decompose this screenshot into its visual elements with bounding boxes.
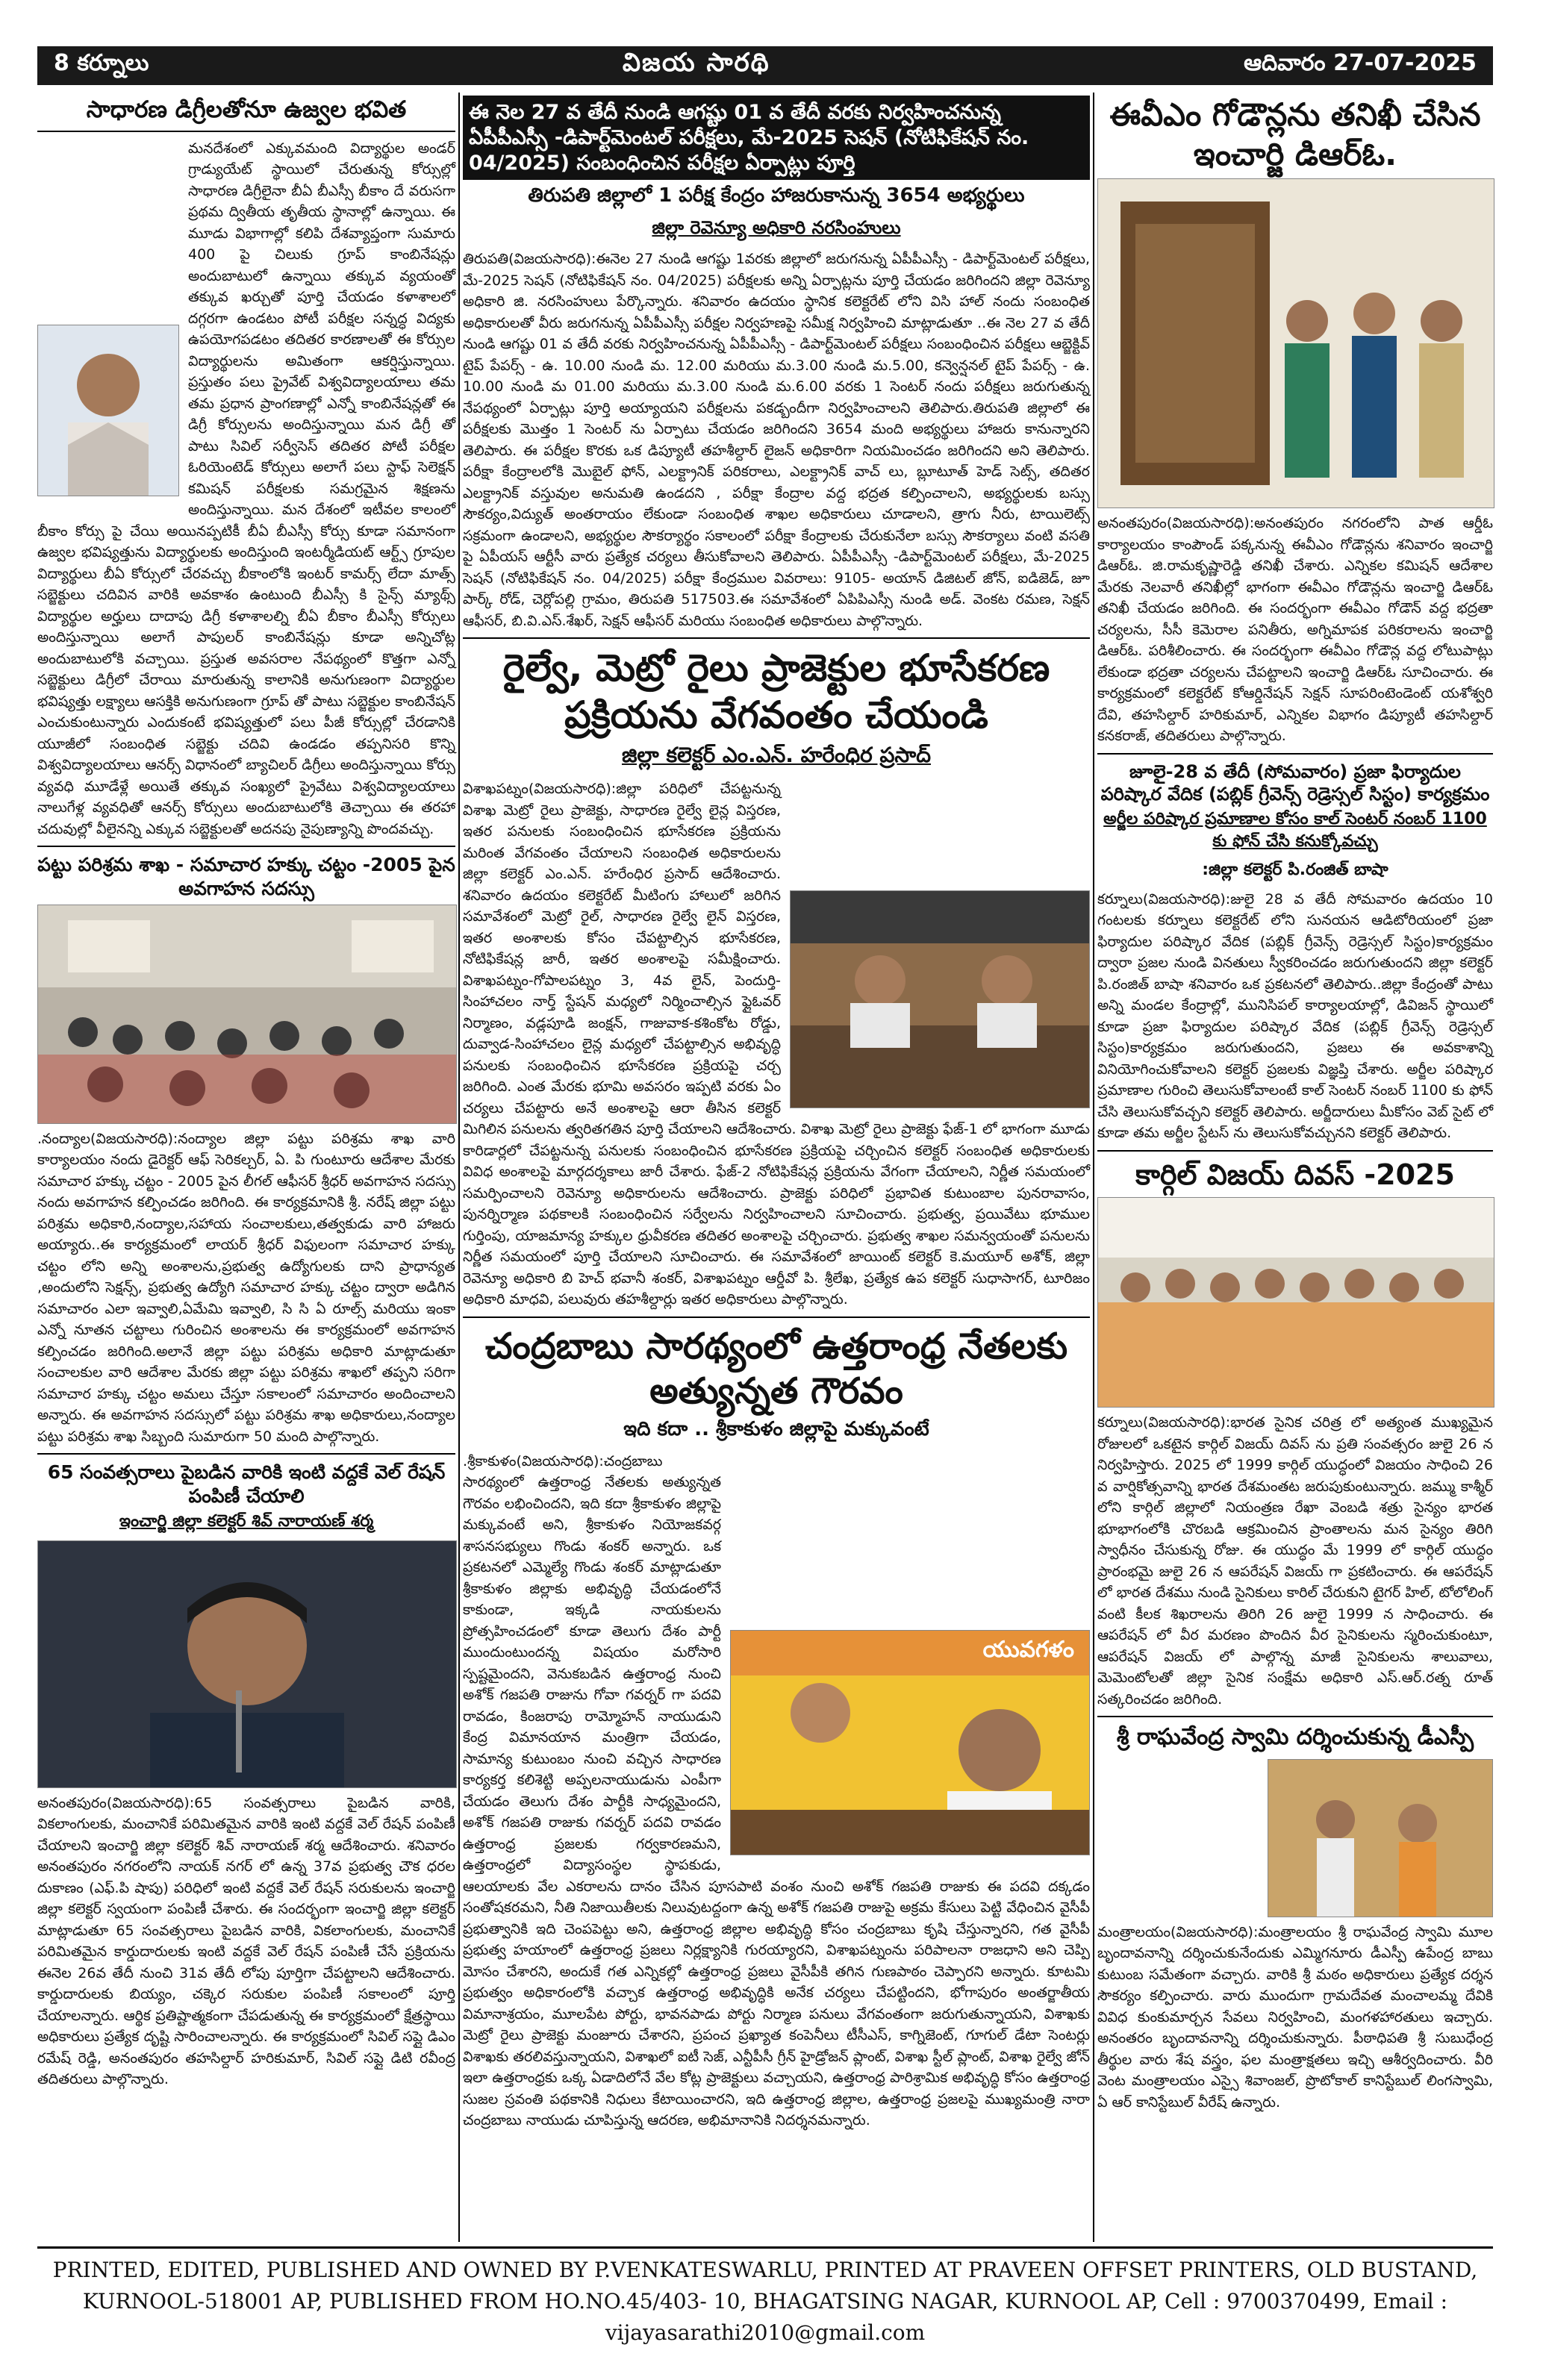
article-silk-rti	[37, 853, 455, 1447]
article-body: .నంద్యాల(విజయసారధి):నంద్యాల జిల్లా పట్టు పరిశ్రమ శాఖ వారి కార్యాలయం నందు డైరెక్టర్ ఆఫ్ సెరికల్చర్, ఏ. పి గుంటూరు ఆదేశాల మేరకు సమాచార హక్కు చట్టం - 2005 పైన లీగల్ ఆఫీసర్ శ్రీధర్ అవగాహన సదస్సు నందు అవగాహన కల్పించడం జరిగింది. ఈ కార్యక్రమానికి శ్రీ. నరేష్ జిల్లా పట్టు పరిశ్రమ అధికారి,నంద్యాల,సహాయ సంచాలకులు,తత్వకుడు వారి హాజరు అయ్యారు..ఈ కార్యక్రమంలో లాయర్ శ్రీధర్ విఫులంగా సమాచార హక్కు చట్టం లోని అన్ని అంశాలను,ప్రభుత్వ ఉద్యోగులకు దాని ప్రాధాన్యత ,అందులోని సెక్షన్స్, ప్రభుత్వ ఉద్యోగి సమాచార హక్కు చట్టం ద్వారా అడిగిన సమాచారం ఎలా ఇవ్వాలి,ఏమేమి ఇవ్వాలి, సి సి ఏ రూల్స్ మరియు ఇంకా ఎన్నో నూతన చట్టాలు గురించిన అంశాలను ఈ కార్యక్రమంలో అవగాహన కల్పించడం జరిగింది.అలానే జిల్లా పట్టు పరిశ్రమ అధికారి మాట్లాడుతూ సంచాలకుల వారి ఆదేశాల మేరకు జిల్లా పట్టు పరిశ్రమ శాఖలో తప్పని సరిగా సమాచార హక్కు చట్టం అమలు చేస్తూ సకాలంలో సమాచారం అందించాలని అన్నారు. ఈ అవగాహన సదస్సులో పట్టు పరిశ్రమ శాఖ అధికారులు,నంద్యాల పట్టు పరిశ్రమ శాఖ సిబ్బంది సుమారుగా 50 మంది పాల్గొన్నారు.	[37, 1130, 455, 1445]
article-subhead: :జిల్లా కలెక్టర్ పి.రంజిత్ బాషా	[1202, 860, 1388, 879]
divider	[1097, 753, 1493, 755]
divider	[1097, 1716, 1493, 1717]
article-subhead: ఇంచార్జి జిల్లా కలెక్టర్ శివ్ నారాయణ్ శర్మ	[119, 1511, 374, 1531]
article-ration	[37, 1461, 455, 2090]
article-body: విశాఖపట్నం(విజయసారధి):జిల్లా పరిధిలో చేపట్టనున్న విశాఖ మెట్రో రైలు ప్రాజెక్టు, సాధారణ రైల్వే లైన్ల విస్తరణ, ఇతర పనులకు సంబంధించిన భూసేకరణ ప్రక్రియను మరింత వేగవంతం చేయాలని సంబంధిత అధికారులను జిల్లా కలెక్టర్ ఎం.ఎన్. హరేంధిర ప్రసాద్ ఆదేశించారు. శనివారం ఉదయం కలెక్టరేట్ మీటింగు హాలులో జరిగిన సమావేశంలో మెట్రో రైల్, సాధారణ రైల్వే లైన్ విస్తరణ, ఇతర అంశాలకు కోసం చేపట్టాల్సిన భూసేకరణ, నోటిఫికేషన్ల జారీ, ఇతర అంశాలపై సమీక్షించారు. విశాఖపట్నం-గోపాలపట్నం 3, 4వ లైన్, పెందుర్తి-సింహాచలం నార్త్ స్టేషన్ మధ్యలో నిర్మించాల్సిన ఫ్లైఓవర్ నిర్మాణం, వడ్లపూడి జంక్షన్, గాజువాక-కశింకోట రోడ్డు, దువ్వాడ-సింహాచలం లైన్ల మధ్యలో చేపట్టాల్సిన అభివృద్ధి పనులకు సంబంధించిన భూసేకరణ ప్రక్రియపై చర్చ జరిగింది. ఎంత మేరకు భూమి అవసరం ఇప్పటి వరకు ఏం చర్యలు చేపట్టారు అనే అంశాలపై ఆరా తీసిన కలెక్టర్ మిగిలిన పనులను త్వరితగతిన పూర్తి చేయాలని ఆదేశించారు. విశాఖ మెట్రో రైలు ప్రాజెక్టు ఫేజ్-1 లో భాగంగా మూడు కారిడార్లలో చేపట్టనున్న పనులకు సంబంధించిన భూసేకరణ ప్రక్రియపై చర్చించిన కలెక్టర్ సంబంధిత అధికారులకు వివిధ అంశాలపై మార్గదర్శకాలు జారీ చేశారు. ఫేజ్-2 నోటిఫికేషన్ల ప్రక్రియను వేగంగా చేయాలని, నిర్ణీత సమయంలో సమర్పించాలని రెవెన్యూ అధికారులను ఆదేశించారు. ప్రాజెక్టు పరిధిలో ప్రభావిత కుటుంబాల పునరావాసం, పునర్నిర్మాణ పథకాలకి సంబంధించిన సర్వేలను నిర్వహించాలని సూచించారు. ప్రభుత్వ, ప్రయివేటు భూముల గుర్తింపు, యాజమాన్య హక్కుల ధ్రువీకరణ తదితర అంశాలపై చర్చించారు. ప్రభుత్వ శాఖల సమన్వయంతో పనులను నిర్ణీత సమయంలో పూర్తి చేయాలని సూచించారు. ఈ సమావేశంలో జాయింట్ కలెక్టర్ కె.మయూర్ అశోక్, జిల్లా రెవెన్యూ అధికారి బి హెచ్ భవానీ శంకర్, విశాఖపట్నం ఆర్డీవో పి. శ్రీలేఖ, ప్రత్యేక ఉప కలెక్టర్ సుధాసాగర్, టూరిజం అధికారి మాధవి, పలువురు తహశీల్దార్లు ఇతర అధికారులు పాల్గొన్నారు.	[463, 781, 1090, 1308]
article-headline: రైల్వే, మెట్రో రైలు ప్రాజెక్టుల భూసేకరణ ప్రక్రియను వేగవంతం చేయండి	[502, 646, 1050, 737]
article-headline: ఈవీఎం గోడౌన్లను తనిఖీ చేసిన ఇంచార్జి డిఆర్ఓ.	[1109, 96, 1481, 172]
divider	[463, 1317, 1090, 1318]
article-raghavendra	[1097, 1723, 1493, 2113]
masthead	[37, 46, 1493, 85]
banner-text: యువగళం	[982, 1636, 1074, 1663]
article-headline: కార్గిల్ విజయ్ దివస్ -2025	[1135, 1158, 1455, 1191]
article-body: అనంతపురం(విజయసారధి):65 సంవత్సరాలు పైబడిన వారికి, వికలాంగులకు, మంచానికే పరిమితమైన వారికి ఇంటి వద్దకే వెల్ రేషన్ పంపిణీ చేయాలని ఇంచార్జి జిల్లా కలెక్టర్ శివ్ నారాయణ్ శర్మ ఆదేశించారు. శనివారం అనంతపురం నగరంలోని నాయక్ నగర్ లో ఉన్న 37వ ప్రభుత్వ చౌక ధరల దుకాణం (ఎఫ్.పి షాపు) పరిధిలో ఇంటి వద్దకే వెల్ రేషన్ సరుకులను ఇంచార్జి జిల్లా కలెక్టర్ స్వయంగా పంపిణీ చేశారు. ఈ సందర్భంగా ఇంచార్జి జిల్లా కలెక్టర్ మాట్లాడుతూ 65 సంవత్సరాలు పైబడిన వారికి, వికలాంగులకు, మంచానికే పరిమితమైన కార్డుదారులకు ఇంటి వద్దకే వెల్ రేషన్ పంపిణీ చేసే ప్రక్రియను ఈనెల 26వ తేదీ నుంచి 31వ తేదీ లోపు పూర్తిగా చేపట్టాలని ఆదేశించారు. కార్డుదారులకు బియ్యం, చక్కెర సరుకుల పంపిణీ సకాలంలో పూర్తి చేయాలన్నారు. ఆర్థిక ప్రతిష్టాత్మకంగా చేపడుతున్న ఈ కార్యక్రమంలో క్షేత్రస్థాయి అధికారులు ప్రత్యేక దృష్టి సారించాలన్నారు. ఈ కార్యక్రమంలో సివిల్ సప్లై డిఎం రమేష్ రెడ్డి, అనంతపురం తహసిల్దార్ హరికుమార్, సివిల్ సప్లై డిటి రవీంద్ర తదితరులు పాల్గొన్నారు.	[37, 1794, 455, 2088]
article-subhead: అర్జీల పరిష్కార ప్రమాణాల కోసం కాల్ సెంటర్ నంబర్ 1100 కు ఫోన్ చేసి కనుక్కోవచ్చు	[1103, 809, 1487, 851]
divider	[463, 637, 1090, 639]
column-1	[37, 93, 455, 2090]
article-grievance	[1097, 760, 1493, 1144]
seminar-photo	[37, 905, 457, 1124]
article-body: మంత్రాలయం(విజయసారధి):మంత్రాలయం శ్రీ రాఘవేంద్ర స్వామి మూల బృందావనాన్ని దర్శించుకునేందుకు ఎమ్మిగనూరు డీఎస్పీ ఉపేంద్ర బాబు కుటుంబ సమేతంగా వచ్చారు. వారికి శ్రీ మఠం అధికారులు ప్రత్యేక దర్శన సౌకర్యం కల్పించారు. వారు ముందుగా గ్రామదేవత మంచాలమ్మ దేవికి వివిధ కుంకుమార్చన సేవలు నిర్వహించి, మంగళహారతులు ఇచ్చారు. అనంతరం బృందావనాన్ని దర్శించుకున్నారు. పీఠాధిపతి శ్రీ సుబుధేంద్ర తీర్థుల వారు శేష వస్త్రం, ఫల మంత్రాక్షతలు ఇచ్చి ఆశీర్వదించారు. వీరి వెంట మంత్రాలయం ఎస్సై శివాంజల్, ప్రొటోకాల్ కానిస్టేబుల్ లింగస్వామి, ఏ ఆర్ కానిస్టేబుల్ వీరేష్ ఉన్నారు.	[1097, 1923, 1493, 2111]
column-rule	[458, 93, 460, 2242]
article-degree	[37, 96, 455, 840]
temple-visit-photo	[1268, 1759, 1493, 1917]
issue-date: ఆదివారం 27-07-2025	[1244, 50, 1477, 76]
mla-photo	[730, 1630, 1090, 1855]
article-body: మనదేశంలో ఎక్కువమంది విద్యార్థుల అండర్ గ్రాడ్యుయేట్ స్థాయిలో చేరుతున్న కోర్సుల్లో సాధారణ డిగ్రీలైనా బీఏ బీఎస్సీ బీకాం దే వరుసగా ప్రథమ ద్వితీయ తృతీయ స్థానాల్లో ఉన్నాయి. ఈ మూడు విభాగాల్లో కలిపి దేశవ్యాప్తంగా సుమారు 400 పై చిలుకు గ్రూప్ కాంబినేషన్లు అందుబాటులో ఉన్నాయి తక్కువ వ్యయంతో తక్కువ ఖర్చుతో పూర్తి చేయడం కళాశాలలో దగ్గరగా ఉండటం పోటీ పరీక్షల సన్నద్ధ విద్యకు ఉపయోగపడటం తదితర కారణాలతో ఈ కోర్సుల విద్యార్థులను అమితంగా ఆకర్షిస్తున్నాయి. ప్రస్తుతం పలు ప్రైవేట్ విశ్వవిద్యాలయాలు తమ తమ ప్రధాన ప్రాంగణాల్లో ఎన్నో కాంబినేషన్లతో ఈ డిగ్రీ కోర్సులను అందిస్తున్నాయి మన డిగ్రీ తో పాటు సివిల్ సర్వీసెస్ తదితర పోటీ పరీక్షల ఓరియెంటెడ్ కోర్సులు అలాగే పలు స్టాఫ్ సెలెక్షన్ కమిషన్ పరీక్షలకు సమగ్రమైన శిక్షణను అందిస్తున్నాయి. మన దేశంలో ఇటీవల కాలంలో బీకాం కోర్సు పై చేయి అయినప్పటికీ బీఏ బీఎస్సీ కోర్సు కూడా సమానంగా ఉజ్వల భవిష్యత్తును విద్యార్థులకు అందిస్తుంది ఇంటర్మీడియట్ ఆర్ట్స్ గ్రూపుల విద్యార్థులు బీఏ కోర్సులో చేరవచ్చు బీకాంలోకి ఇంటర్ కామర్స్ లేదా మాత్స్ సబ్జెక్టులు చదివిన వారికి అవకాశం ఉంటుంది బీఎస్సీ కి సైన్స్ మ్యాథ్స్ విద్యార్థుల అర్హులు దాదాపు డిగ్రీ కళాశాలల్ని బీఏ బీకాం బీఎస్సీ కోర్సులు అందిస్తున్నాయి అలాగే పాపులర్ కాంబినేషన్లు కూడా అన్నిచోట్ల అందుబాటులోకి వచ్చాయి. ప్రస్తుత అవసరాల నేపథ్యంలో కొత్తగా ఎన్నో సబ్జెక్టులు డిగ్రీలో చేరాయి మారుతున్న కాలానికి అనుగుణంగా విద్యార్థుల భవిష్యత్తు లక్ష్యాలు ఆసక్తికి అనుగుణంగా గ్రూప్ తో పాటు సబ్జెక్టుల కాంబినేషన్ ఎంచుకుంటున్నారు ఎందుకంటే భవిష్యత్తులో పలు పీజీ కోర్సుల్లో చేరడానికి యూజీలో సంబంధిత సబ్జెక్టు చదివి ఉండడం తప్పనిసరి కొన్ని విశ్వవిద్యాలయాలు ఆనర్స్ విధానంలో బ్యాచిలర్ డిగ్రీలు అందిస్తున్నాయి కోర్సు వ్యవధి మూడేళ్లే అయితే తక్కువ సంఖ్యలో ప్రైవేటు విశ్వవిద్యాలయాలు నాలుగేళ్ల వ్యవధితో ఆనర్స్ కోర్సులు అందుబాటులోకి తెచ్చాయి ఈ తరహా చదువుల్లో వీలైనన్ని ఎక్కువ సబ్జెక్టులతో అదనపు నైపుణ్యాన్ని పొందవచ్చు.	[37, 140, 455, 837]
article-subhead: ఇది కదా .. శ్రీకాకుళం జిల్లాపై మక్కువంటే	[623, 1417, 929, 1440]
column-rule	[1093, 93, 1094, 2242]
portrait-photo	[37, 325, 179, 496]
article-subhead: తిరుపతి జిల్లాలో 1 పరీక్ష కేంద్రం హాజరుకానున్న 3654 అభ్యర్థులు	[528, 184, 1025, 207]
article-headline: ఈ నెల 27 వ తేదీ నుండి ఆగష్టు 01 వ తేదీ వరకు నిర్వహించనున్న ఏపీపీఎస్సీ -డిపార్ట్‌మెంటల్ పరీక్షలు, మే-2025 సెషన్ (నోటిఫికేషన్ నం. 04/2025) సంబంధించిన పరీక్షల ఏర్పాట్లు పూర్తి	[463, 96, 1090, 180]
divider	[37, 131, 455, 132]
divider	[37, 846, 455, 847]
footer-imprint: PRINTED, EDITED, PUBLISHED AND OWNED BY P.VENKATESWARLU, PRINTED AT PRAVEEN OFFSET PRINTERS, OLD BUSTAND, KURNOOL-518001 AP, PUBLISHED FROM HO.NO.45/403- 10, BHAGATSING NAGAR, KURNOOL AP, Cell : 9700370499, Email : vijayasarathi2010@gmail.com	[37, 2246, 1493, 2349]
article-evm	[1097, 96, 1493, 747]
article-headline: సాధారణ డిగ్రీలతోనూ ఉజ్వల భవిత	[86, 96, 407, 123]
article-headline: శ్రీ రాఘవేంద్ర స్వామి దర్శించుకున్న డీఎస్పీ	[1116, 1724, 1474, 1750]
article-body: కర్నూలు(విజయసారధి):జులై 28 వ తేదీ సోమవారం ఉదయం 10 గంటలకు కర్నూలు కలెక్టరేట్ లోని సునయన ఆడిటోరియంలో ప్రజా ఫిర్యాదుల పరిష్కార వేదిక (పబ్లిక్ గ్రీవెన్స్ రెడ్రెస్సల్ సిస్టం)కార్యక్రమం ద్వారా ప్రజల నుండి వినతులు స్వీకరించడం జరుగుతుందని జిల్లా కలెక్టర్ పి.రంజిత్ బాషా శనివారం ఒక ప్రకటనలో తెలిపారు..జిల్లా కేంద్రంతో పాటు అన్ని మండల కేంద్రాల్లో, మునిసిపల్ కార్యాలయాల్లో, డివిజన్ స్థాయిలో కూడా ప్రజా ఫిర్యాదుల పరిష్కార వేదిక (పబ్లిక్ గ్రీవెన్స్ రెడ్రెస్సల్ సిస్టం)కార్యక్రమం జరుగుతుందని, ప్రజలు ఈ అవకాశాన్ని వినియోగించుకోవాలని కలెక్టర్ ప్రజలకు విజ్ఞప్తి చేశారు. అర్జీల పరిష్కార ప్రమాణాల గురించి తెలుసుకోవాలంటే కాల్ సెంటర్ నంబర్ 1100 కు ఫోన్ చేసి తెలుసుకోవచ్చని కలెక్టర్ తెలిపారు. అర్జీదారులు మీకోసం వెబ్ సైట్ లో కూడా తమ అర్జీల స్టేటస్ ను తెలుసుకోవచ్చునని కలెక్టర్ తెలిపారు.	[1097, 890, 1493, 1141]
article-headline: పట్టు పరిశ్రమ శాఖ - సమాచార హక్కు చట్టం -2005 పైన అవగాహన సదస్సు	[37, 854, 455, 899]
article-headline: చంద్రబాబు సారథ్యంలో ఉత్తరాంధ్ర నేతలకు అత్యున్నత గౌరవం	[484, 1325, 1068, 1412]
column-2	[463, 93, 1090, 2131]
kargil-event-photo	[1097, 1197, 1494, 1408]
article-kargil	[1097, 1158, 1493, 1711]
page-label: 8 కర్నూలు	[54, 50, 149, 76]
collector-photo	[37, 1540, 457, 1788]
divider	[1097, 1150, 1493, 1152]
article-appsc	[463, 96, 1090, 631]
article-headline: 65 సంవత్సరాలు పైబడిన వారికి ఇంటి వద్దకే వెల్ రేషన్ పంపిణీ చేయాలి	[47, 1461, 446, 1507]
meeting-photo	[790, 890, 1090, 1108]
article-body: తిరుపతి(విజయసారధి):ఈనెల 27 నుండి ఆగష్టు 1వరకు జిల్లాలో జరుగనున్న ఏపీపీఎస్సీ - డిపార్ట్‌మెంటల్ పరీక్షలు, మే-2025 సెషన్ (నోటిఫికేషన్ నం. 04/2025) పరీక్షలకు అన్ని ఏర్పాట్లను పూర్తి చేయడం జరిగిందని జిల్లా రెవెన్యూ అధికారి జి. నరసింహులు పేర్కొన్నారు. శనివారం ఉదయం స్థానిక కలెక్టరేట్ లోని విసి హాల్ నందు సంబంధిత అధికారులతో వీరు జరుగనున్న ఏపీపీఎస్సీ పరీక్షల నిర్వహణపై సమీక్ష నిర్వహించి మాట్లాడుతూ ..ఈ నెల 27 వ తేదీ నుండి ఆగష్టు 01 వ తేదీ వరకు నిర్వహించనున్న ఏపీపీఎస్సీ - డిపార్ట్‌మెంటల్ పరీక్షలు సంబంధించిన పరీక్షలు ఆబ్జెక్టివ్ టైప్ పేపర్స్ - ఉ. 10.00 నుండి మ. 12.00 మరియు మ.3.00 నుండి మ.5.00, కన్వెన్షనల్ టైప్ పేపర్స్ - ఉ. 10.00 నుండి మ 01.00 మరియు మ.3.00 నుండి మ.6.00 వరకు 1 సెంటర్ నందు పరీక్షలు జరుగుతున్న నేపథ్యంలో ఏర్పాట్లు పూర్తి అయ్యాయని పరీక్షలను పకడ్బందీగా నిర్వహించాలని తెలిపారు.తిరుపతి జిల్లాలో ఈ పరీక్షలకు మొత్తం 1 సెంటర్ ను ఏర్పాటు చేయడం జరిగిందని 3654 మంది అభ్యర్థులు హాజరు కానున్నారని తెలిపారు. ఈ పరీక్షల కొరకు ఒక డిప్యూటీ తహశీల్దార్ లైజన్ అధికారిగా నియమించడం జరిగిందని అని తెలిపారు. పరీక్షా కేంద్రాలలోకి మొబైల్ ఫోన్, ఎలక్ట్రానిక్ పరికరాలు, ఎలక్ట్రానిక్ వాచ్ లు, బ్లూటూత్ హెడ్ సెట్స్, తదితర ఎలక్ట్రానిక్ వస్తువుల అనుమతి ఉండదని , పరీక్షా కేంద్రాల వద్ద భద్రత కల్పించాలని, అభ్యర్థులకు బస్సు సౌకర్యం,విద్యుత్ అంతరాయం లేకుండా సంబంధిత శాఖల అధికారులు చూడాలని, త్రాగు నీరు, టాయిలెట్స్ సక్రమంగా ఉండాలని, అభ్యర్థుల సౌకర్యార్థం సకాలంలో పరీక్షా కేంద్రాలకు చేరుకునేలా బస్సు సౌకర్యాలు వంటి వసతి పై ఏపీయస్ ఆర్టీసీ వారు ప్రత్యేక చర్యలు తీసుకోవాలని తెలిపారు. ఏపీపీఎస్సీ -డిపార్ట్‌మెంటల్ పరీక్షలు, మే-2025 సెషన్ (నోటిఫికేషన్ నం. 04/2025) పరీక్షా కేంద్రముల వివరాలు: 9105- అయాన్ డిజిటల్ జోన్, ఐడిజెడ్, జూ పార్క్ రోడ్, చెర్లోపల్లి గ్రామం, తిరుపతి 517503.ఈ సమావేశంలో ఏపిపిఎస్సీ నుండి అడ్. వెంకట రమణ, సెక్షన్ ఆఫీసర్, బి.వి.ఎస్.శేఖర్, సెక్షన్ ఆఫీసర్ మరియు సంబంధిత అధికారులు పాల్గొన్నారు.	[463, 251, 1090, 629]
article-subhead: జిల్లా కలెక్టర్ ఎం.ఎన్. హరేంధిర ప్రసాద్	[621, 743, 932, 768]
article-railway	[463, 645, 1090, 1311]
article-body: అనంతపురం(విజయసారధి):అనంతపురం నగరంలోని పాత ఆర్డీఓ కార్యాలయం కాంపౌండ్ పక్కనున్న ఈవీఎం గోడౌన్లను శనివారం ఇంచార్జి డిఆర్ఓ. జి.రామకృష్ణారెడ్డి తనిఖీ చేశారు. ఎన్నికల కమిషన్ ఆదేశాల మేరకు నెలవారీ తనిఖీల్లో భాగంగా ఈవీఎం గోడౌన్లను ఇంచార్జి డిఆర్ఓ తనిఖీ చేయడం జరిగింది. ఈ సందర్భంగా ఈవీఎం గోడౌన్ వద్ద భద్రతా చర్యలను, సీసీ కెమెరాల పనితీరు, అగ్నిమాపక పరికరాలను ఇంచార్జి డిఆర్ఓ. పరిశీలించారు. ఈ సందర్భంగా ఈవీఎం గోడౌన్ల వద్ద లోటుపాట్లు లేకుండా భద్రతా చర్యలను చేపట్టాలని ఇంచార్జి డిఆర్ఓ సూచించారు. ఈ కార్యక్రమంలో కలెక్టరేట్ కోఆర్డినేషన్ సెక్షన్ సూపరింటెండెంట్ యశోశ్వరి దేవి, తహసిల్దార్ హరికుమార్, ఎన్నికల విభాగం డిప్యూటీ తహసిల్దార్ కనకరాజ్, తదితరులు పాల్గొన్నారు.	[1097, 515, 1493, 744]
article-body: .శ్రీకాకుళం(విజయసారధి):చంద్రబాబు సారథ్యంలో ఉత్తరాంధ్ర నేతలకు అత్యున్నత గౌరవం లభించిందని, ఇది కదా శ్రీకాకుళం జిల్లాపై మక్కువంటే అని, శ్రీకాకుళం నియోజకవర్గ శాసనసభ్యులు గొండు శంకర్ అన్నారు. ఒక ప్రకటనలో ఎమ్మెల్యే గొండు శంకర్ మాట్లాడుతూ శ్రీకాకుళం జిల్లాకు అభివృద్ధి చేయడంలోనే కాకుండా, ఇక్కడి నాయకులను ప్రోత్సహించడంలో కూడా తెలుగు దేశం పార్టీ ముందుంటుందన్న విషయం మరోసారి స్పష్టమైందని, వెనుకబడిన ఉత్తరాంధ్ర నుంచి అశోక్ గజపతి రాజును గోవా గవర్నర్ గా పదవి రావడం, కింజరాపు రామ్మోహన్ నాయుడుని కేంద్ర విమానయాన మంత్రిగా చేయడం, సామాన్య కుటుంబం నుంచి వచ్చిన సాధారణ కార్యకర్త కలిశెట్టి అప్పలనాయుడును ఎంపీగా చేయడం తెలుగు దేశం పార్టీకి సాధ్యమైందని, అశోక్ గజపతి రాజుకు గవర్నర్ పదవి రావడం ఉత్తరాంధ్ర ప్రజలకు గర్వకారణమని, ఉత్తరాంధ్రలో విద్యాసంస్థల స్థాపకుడు, ఆలయాలకు వేల ఎకరాలను దానం చేసిన పూసపాటి వంశం నుంచి అశోక్ గజపతి రాజుకు ఈ పదవి దక్కడం సంతోషకరమని, నీతి నిజాయితీలకు నిలువుటద్దంగా ఉన్న అశోక్ గజపతి రాజుపై అక్రమ కేసులు పెట్టి వేధించిన వైసీపీ ప్రభుత్వానికి ఇది చెంపపెట్టు అని, ఉత్తరాంధ్ర జిల్లాల అభివృద్ధి కోసం చంద్రబాబు కృషి చేస్తున్నారని, గత వైసీపీ ప్రభుత్వ హయాంలో ఉత్తరాంధ్ర ప్రజలు నిర్లక్ష్యానికి గురయ్యారని, విశాఖపట్నంను పరిపాలనా రాజధాని అని చెప్పి మోసం చేశారని, అందుకే గత ఎన్నికల్లో ఉత్తరాంధ్ర ప్రజలు వైసీపీకి తగిన గుణపాఠం చెప్పారని అన్నారు. కూటమి ప్రభుత్వం అధికారంలోకి వచ్చాక ఉత్తరాంధ్ర అభివృద్ధికి అనేక చర్యలు చేపట్టిందని, భోగాపురం అంతర్జాతీయ విమానాశ్రయం, మూలపేట పోర్టు, భావనపాడు పోర్టు నిర్మాణ పనులు వేగవంతంగా జరుగుతున్నాయని, విశాఖకు మెట్రో రైలు ప్రాజెక్టు మంజూరు చేశారని, ప్రపంచ ప్రఖ్యాత కంపెనీలు టీసీఎస్, కాగ్నిజెంట్, గూగుల్ డేటా సెంటర్లు విశాఖకు తరలివస్తున్నాయని, విశాఖలో ఐటీ సెజ్, ఎన్టీపీసీ గ్రీన్ హైడ్రోజన్ ప్లాంట్, విశాఖ స్టీల్ ప్లాంట్, విశాఖ రైల్వే జోన్ ఇలా ఉత్తరాంధ్రకు ఒక్క ఏడాదిలోనే వేల కోట్ల ప్రాజెక్టులు వచ్చాయని, ఉత్తరాంధ్ర పారిశ్రామిక అభివృద్ధి కోసం ఉత్తరాంధ్ర సుజల స్రవంతి పథకానికి నిధులు కేటాయించారని, ఇది ఉత్తరాంధ్ర జిల్లాల, ఉత్తరాంధ్ర ప్రజలపై ముఖ్యమంత్రి నారా చంద్రబాబు నాయుడు చూపిస్తున్న ఆదరణ, అభిమానానికి నిదర్శనమన్నారు.	[463, 1452, 1090, 2129]
column-3	[1097, 93, 1493, 2113]
article-subhead: జిల్లా రెవెన్యూ అధికారి నరసింహులు	[652, 217, 901, 239]
article-body: కర్నూలు(విజయసారధి):భారత సైనిక చరిత్ర లో అత్యంత ముఖ్యమైన రోజులలో ఒకటైన కార్గిల్ విజయ్ దివస్ ను ప్రతి సంవత్సరం జులై 26 న నిర్వహిస్తారు. 2025 లో 1999 కార్గిల్ యుద్ధంలో విజయం సాధించి 26 వ వార్షికోత్సవాన్ని భారత దేశమంతట జరుపుకుంటున్నారు. జమ్ము కాశ్మీర్ లోని కార్గిల్ జిల్లాలో నియంత్రణ రేఖా వెంబడి శత్రు సైన్యం భారత భూభాగంలోకి చొరబడి ఆక్రమించిన ప్రాంతాలను మన సైన్యం తిరిగి స్వాధీనం చేసుకున్న రోజు. ఈ యుద్ధం మే 1999 లో కార్గిల్ యుద్ధం ప్రారంభమై జులై 26 న ఆపరేషన్ విజయ్ గా ప్రకటించారు. ఈ ఆపరేషన్ లో భారత దేశము నుండి సైనికులు కారిల్ చేరుకుని టైగర్ హిల్, టోలోలింగ్ వంటి కీలక శిఖరాలను తిరిగి 26 జులై 1999 న సాధించారు. ఈ ఆపరేషన్ లో వీర మరణం పొందిన వీర సైనికులను స్మరించుకుంటూ, ఆపరేషన్ విజయ్ లో పాల్గొన్న మాజీ సైనికులను శాలువాలు, మెమెంటోలతో జిల్లా సైనిక సంక్షేమ అధికారి ఎస్.ఆర్.రత్న రూత్ సత్కరించడం జరిగింది.	[1097, 1414, 1493, 1708]
article-headline: జూలై-28 వ తేదీ (సోమవారం) ప్రజా ఫిర్యాదుల పరిష్కార వేదిక (పబ్లిక్ గ్రీవెన్స్ రెడ్రెస్సల్ సిస్టం) కార్యక్రమం	[1100, 760, 1490, 805]
evm-inspection-photo	[1097, 178, 1494, 508]
article-uttarandhra	[463, 1324, 1090, 2131]
divider	[37, 1453, 455, 1455]
newspaper-title: విజయ సారథి	[622, 48, 770, 78]
